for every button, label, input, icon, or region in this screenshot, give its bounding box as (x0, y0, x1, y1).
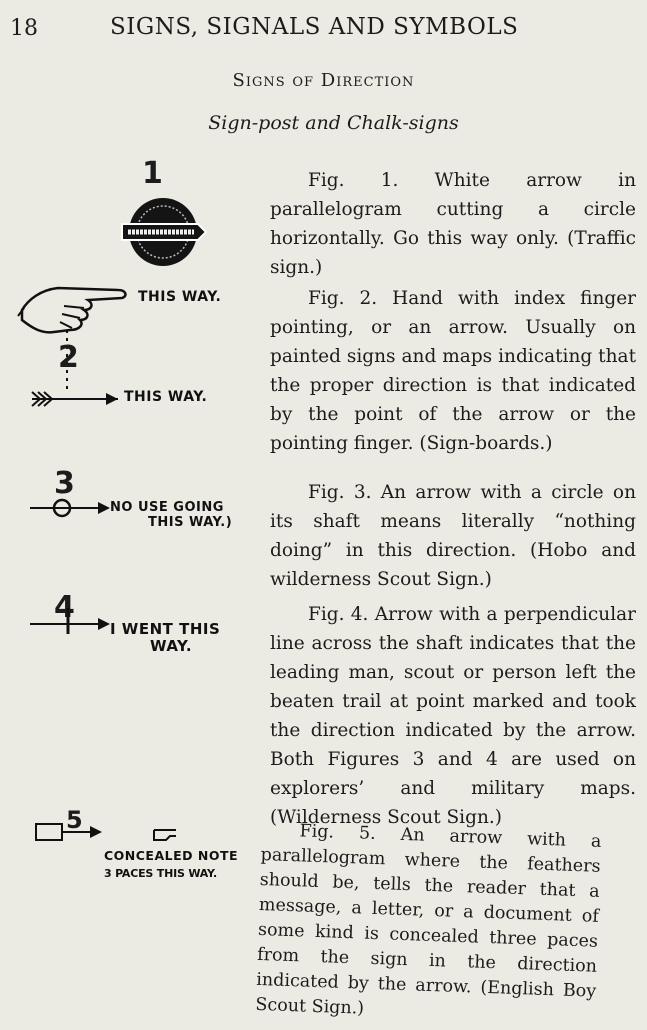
fig5-label-line1: CONCEALED NOTE (104, 848, 239, 863)
page-number: 18 (10, 16, 38, 41)
fig5-number: 5 (66, 806, 83, 834)
fig4-label-line1: I WENT THIS (110, 620, 221, 638)
fig2-hand-label: THIS WAY. (138, 289, 222, 305)
fig3-description: Fig. 3. An arrow with a circle on its shaft means literally “nothing doing” in this direction. (Hobo and wilderness Scout Sign.) (270, 482, 636, 590)
fig2-arrow-label: THIS WAY. (124, 389, 208, 405)
fig3-label-line2: THIS WAY.) (148, 515, 233, 530)
fig5-description: Fig. 5. An arrow with a parallelogram where the feathers should be, tells the reader that a message, a letter, or a document of some kind is concealed three paces from the sign in the direction indicated by the arrow. (English Boy Scout Sign.) (255, 821, 602, 1019)
fig4-description: Fig. 4. Arrow with a perpendicular line across the shaft indicates that the leading man, scout or person left the beaten trail at point marked and took the direction indicated by the arrow. Both Figures 3 and 4 are used on explorers’ and military maps. (Wilderness Scout Sign.) (270, 604, 636, 828)
fig4-number: 4 (54, 590, 75, 625)
fig1-description: Fig. 1. White arrow in parallelogram cutting a circle horizontally. Go this way only. (Traffic sign.) (270, 170, 636, 278)
fig2-description: Fig. 2. Hand with index finger pointing, or an arrow. Usually on painted signs and maps indicating that the proper direction is that indicated by the point of the arrow or the pointing finger. (Sign-boards.) (270, 288, 636, 454)
fig5-label-line2: 3 PACES THIS WAY. (104, 867, 217, 880)
section-subtitle: Sign-post and Chalk-signs (208, 112, 459, 134)
fig4-label-line2: WAY. (150, 637, 193, 655)
pointing-hand-icon (18, 280, 133, 338)
traffic-sign-icon (118, 194, 208, 270)
fig3-label-line1: NO USE GOING (110, 500, 224, 515)
small-pointing-hand-icon (152, 826, 182, 842)
fig2-number: 2 (58, 340, 79, 375)
fig3-number: 3 (54, 466, 75, 501)
section-title: Signs of Direction (232, 70, 415, 91)
circled-arrow-icon (28, 496, 112, 520)
fig1-number: 1 (142, 156, 163, 191)
feathered-arrow-icon (30, 388, 122, 410)
running-title: SIGNS, SIGNALS AND SYMBOLS (110, 14, 519, 40)
crossed-arrow-icon (28, 606, 112, 636)
